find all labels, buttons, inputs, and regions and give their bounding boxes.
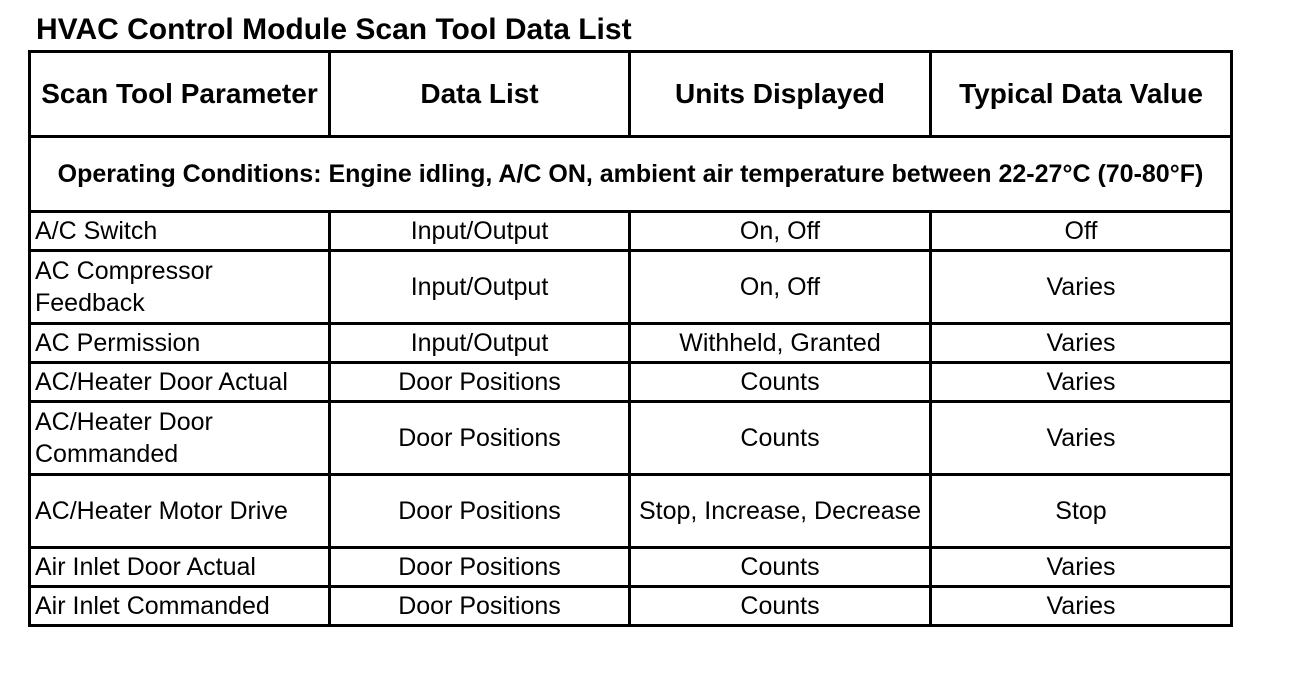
typical-value-cell: Varies — [931, 251, 1232, 324]
parameter-cell: AC/Heater Door Actual — [30, 363, 330, 402]
column-header-data-list: Data List — [330, 52, 630, 137]
data-list-cell: Input/Output — [330, 324, 630, 363]
typical-value-cell: Off — [931, 212, 1232, 251]
typical-value-cell: Stop — [931, 475, 1232, 548]
operating-conditions: Operating Conditions: Engine idling, A/C ON, ambient air temperature between 22-27°C (70-80°F) — [30, 137, 1232, 212]
table-row — [30, 475, 1232, 548]
units-cell: Stop, Increase, Decrease — [630, 475, 931, 548]
typical-value-cell: Varies — [931, 402, 1232, 475]
units-cell: Counts — [630, 363, 931, 402]
table-row — [30, 212, 1232, 251]
table-row — [30, 402, 1232, 475]
table-row — [30, 251, 1232, 324]
header-row — [30, 52, 1232, 137]
typical-value-cell: Varies — [931, 363, 1232, 402]
units-cell: Counts — [630, 548, 931, 587]
data-list-cell: Door Positions — [330, 363, 630, 402]
parameter-cell: Air Inlet Door Actual — [30, 548, 330, 587]
parameter-cell: AC Compressor Feedback — [30, 251, 330, 324]
parameter-cell: AC/Heater Door Commanded — [30, 402, 330, 475]
typical-value-cell: Varies — [931, 587, 1232, 626]
table-row — [30, 587, 1232, 626]
column-header-parameter: Scan Tool Parameter — [30, 52, 330, 137]
data-list-cell: Door Positions — [330, 402, 630, 475]
column-header-typical-value: Typical Data Value — [931, 52, 1232, 137]
parameter-cell: AC Permission — [30, 324, 330, 363]
typical-value-cell: Varies — [931, 324, 1232, 363]
units-cell: Counts — [630, 402, 931, 475]
data-list-cell: Door Positions — [330, 587, 630, 626]
table-row — [30, 548, 1232, 587]
data-list-cell: Input/Output — [330, 251, 630, 324]
parameter-cell: AC/Heater Motor Drive — [30, 475, 330, 548]
table-row — [30, 363, 1232, 402]
units-cell: On, Off — [630, 212, 931, 251]
column-header-units: Units Displayed — [630, 52, 931, 137]
units-cell: Withheld, Granted — [630, 324, 931, 363]
units-cell: On, Off — [630, 251, 931, 324]
data-list-cell: Door Positions — [330, 548, 630, 587]
data-list-cell: Door Positions — [330, 475, 630, 548]
operating-conditions-row — [30, 137, 1232, 212]
typical-value-cell: Varies — [931, 548, 1232, 587]
parameter-cell: A/C Switch — [30, 212, 330, 251]
data-list-cell: Input/Output — [330, 212, 630, 251]
units-cell: Counts — [630, 587, 931, 626]
table-row — [30, 324, 1232, 363]
parameter-cell: Air Inlet Commanded — [30, 587, 330, 626]
scan-tool-data-table — [28, 50, 1233, 627]
page-title: HVAC Control Module Scan Tool Data List — [36, 13, 632, 46]
